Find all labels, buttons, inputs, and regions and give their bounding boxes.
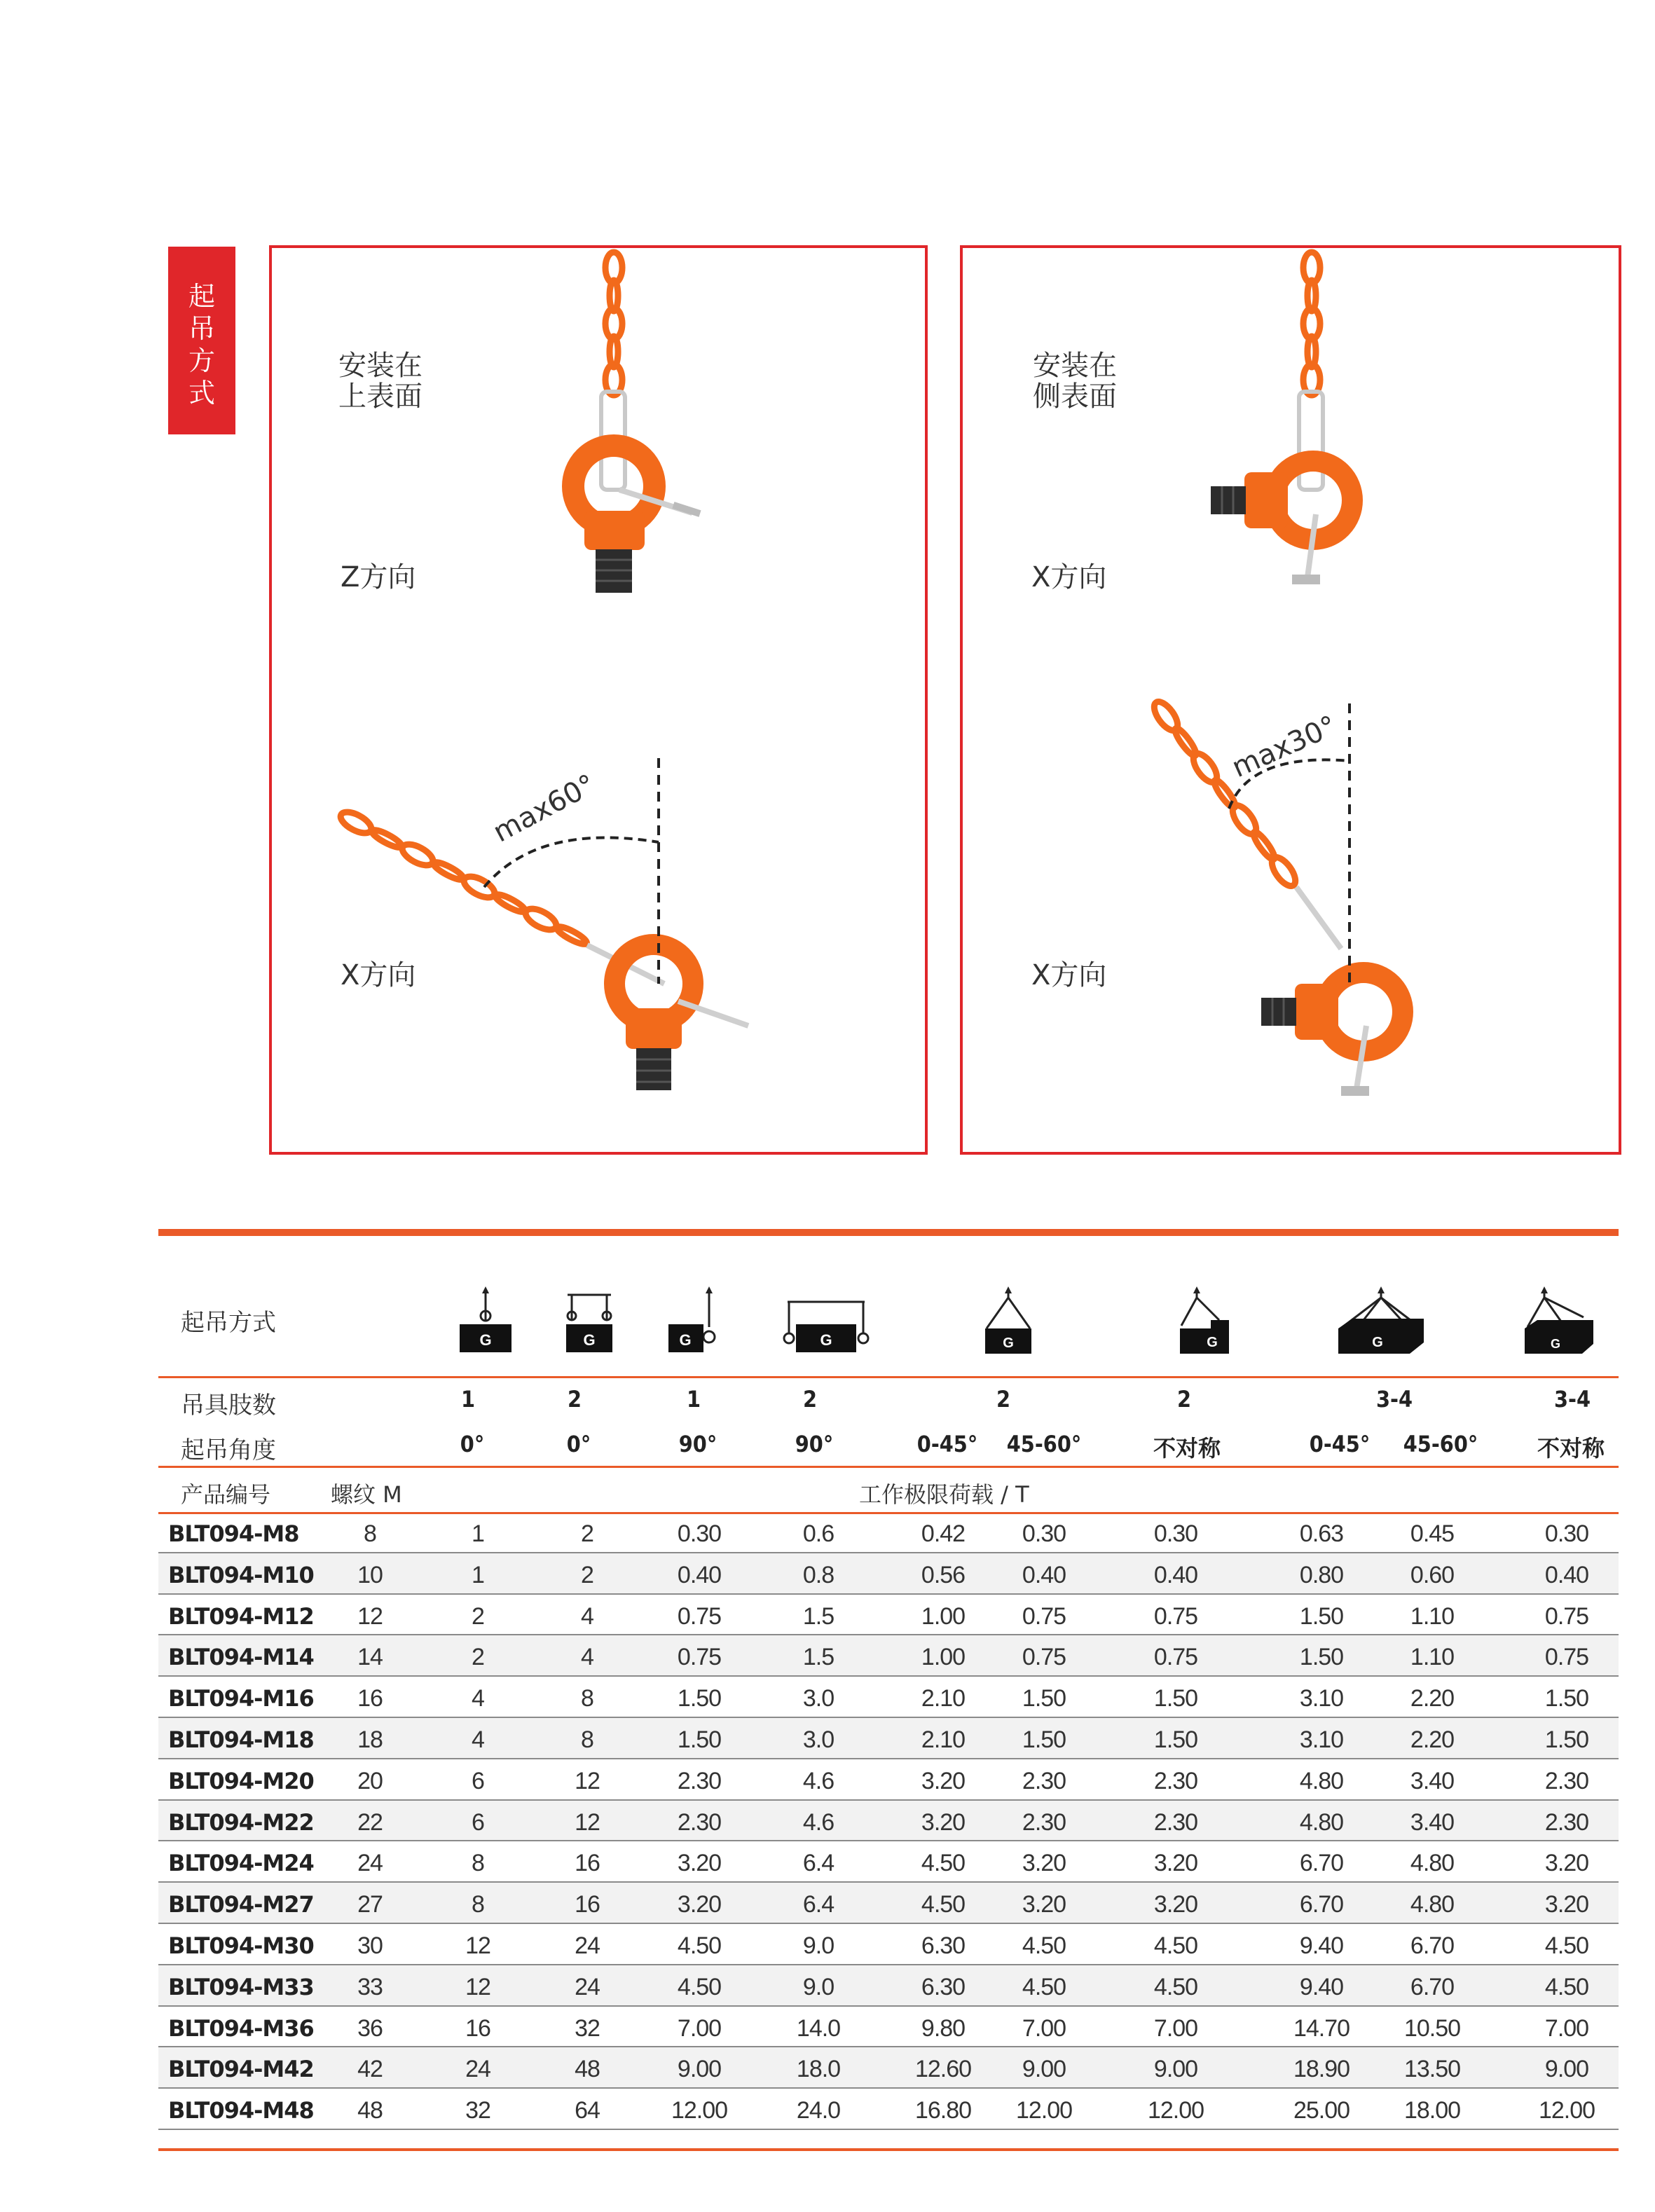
legs-value: 1 xyxy=(686,1386,701,1413)
z-direction-label: Z方向 xyxy=(341,561,416,593)
top-surface-mount-panel xyxy=(269,245,928,1155)
load-cell: 6.70 xyxy=(1410,1973,1455,2000)
table-row xyxy=(158,1512,1619,1553)
load-cell: 32 xyxy=(465,2097,490,2124)
load-cell: 2 xyxy=(472,1602,484,1630)
load-cell: 0.56 xyxy=(921,1561,966,1588)
multi-leg-asymmetric-icon xyxy=(1516,1285,1600,1362)
load-cell: 0.40 xyxy=(1022,1561,1066,1588)
max-angle-label: max60° xyxy=(488,768,601,849)
table-bottom-rule xyxy=(158,2148,1619,2151)
angle-value: 0-45° xyxy=(916,1431,978,1457)
legs-value: 1 xyxy=(460,1386,476,1413)
load-cell: 9.00 xyxy=(677,2056,722,2083)
table-row xyxy=(158,1553,1619,1595)
mount-location-label: 安装在 上表面 xyxy=(338,350,423,413)
svg-text:G: G xyxy=(1003,1335,1014,1351)
thread-cell: 42 xyxy=(357,2056,383,2083)
load-cell: 9.40 xyxy=(1299,1973,1344,2000)
load-cell: 6.4 xyxy=(802,1891,835,1918)
load-cell: 2.30 xyxy=(677,1808,722,1836)
load-cell: 1 xyxy=(472,1520,484,1547)
load-cell: 6 xyxy=(472,1808,484,1836)
product-code-cell: BLT094-M18 xyxy=(168,1726,314,1753)
load-cell: 18.90 xyxy=(1293,2056,1350,2083)
load-cell: 9.80 xyxy=(921,2014,966,2042)
table-row xyxy=(158,1759,1619,1801)
load-cell: 4.80 xyxy=(1299,1767,1344,1794)
load-cell: 2.30 xyxy=(1022,1767,1066,1794)
load-cell: 6.70 xyxy=(1299,1850,1344,1877)
x-direction-label: X方向 xyxy=(341,959,416,991)
angle-value: 0-45° xyxy=(1309,1431,1371,1457)
product-code-cell: BLT094-M22 xyxy=(168,1808,314,1836)
load-cell: 7.00 xyxy=(677,2014,722,2042)
load-cell: 4 xyxy=(472,1685,484,1712)
table-row xyxy=(158,1924,1619,1965)
load-cell: 1.50 xyxy=(1299,1602,1344,1630)
load-cell: 6.70 xyxy=(1299,1891,1344,1918)
load-cell: 1.50 xyxy=(1153,1685,1198,1712)
product-code-cell: BLT094-M36 xyxy=(168,2014,314,2042)
table-body xyxy=(158,1512,1619,2130)
load-cell: 7.00 xyxy=(1544,2014,1589,2042)
table-top-rule xyxy=(158,1229,1619,1236)
load-cell: 18.00 xyxy=(1403,2097,1461,2124)
two-leg-asymmetric-icon xyxy=(1166,1285,1243,1362)
product-code-cell: BLT094-M27 xyxy=(168,1891,314,1918)
load-cell: 12.00 xyxy=(1147,2097,1204,2124)
load-cell: 0.30 xyxy=(1544,1520,1589,1547)
load-cell: 1.00 xyxy=(921,1602,966,1630)
load-cell: 1.10 xyxy=(1410,1644,1455,1671)
single-leg-vertical-icon xyxy=(447,1285,524,1362)
thread-cell: 30 xyxy=(357,1932,383,1959)
load-cell: 9.0 xyxy=(802,1932,835,1959)
load-cell: 0.45 xyxy=(1410,1520,1455,1547)
load-cell: 9.40 xyxy=(1299,1932,1344,1959)
thread-cell: 10 xyxy=(357,1561,383,1588)
load-cell: 32 xyxy=(575,2014,600,2042)
load-cell: 4.50 xyxy=(921,1891,966,1918)
load-cell: 3.20 xyxy=(1153,1850,1198,1877)
load-cell: 0.75 xyxy=(1022,1602,1066,1630)
svg-text:G: G xyxy=(583,1331,596,1349)
load-cell: 0.75 xyxy=(677,1602,722,1630)
svg-text:G: G xyxy=(1372,1335,1383,1350)
code-header: 产品编号 xyxy=(181,1481,271,1508)
load-cell: 3.20 xyxy=(1544,1891,1589,1918)
table-row xyxy=(158,1801,1619,1842)
load-cell: 18.0 xyxy=(796,2056,841,2083)
load-cell: 0.75 xyxy=(677,1644,722,1671)
load-cell: 3.20 xyxy=(921,1767,966,1794)
angle-value: 90° xyxy=(678,1431,717,1457)
product-code-cell: BLT094-M24 xyxy=(168,1850,314,1877)
x-direction-label-bottom: X方向 xyxy=(1031,959,1107,991)
table-row xyxy=(158,1718,1619,1759)
load-cell: 6.70 xyxy=(1410,1932,1455,1959)
load-cell: 0.75 xyxy=(1544,1602,1589,1630)
load-cell: 4.6 xyxy=(802,1767,835,1794)
load-cell: 4.6 xyxy=(802,1808,835,1836)
x-direction-label-top: X方向 xyxy=(1031,561,1107,593)
section-tab xyxy=(168,247,235,434)
load-cell: 7.00 xyxy=(1022,2014,1066,2042)
table-row xyxy=(158,2089,1619,2130)
load-cell: 0.75 xyxy=(1022,1644,1066,1671)
max-angle-label: max30° xyxy=(1227,709,1342,785)
load-cell: 1.50 xyxy=(677,1726,722,1753)
load-cell: 12.00 xyxy=(671,2097,728,2124)
load-cell: 3.40 xyxy=(1410,1808,1455,1836)
load-cell: 24 xyxy=(465,2056,490,2083)
load-cell: 0.75 xyxy=(1153,1644,1198,1671)
svg-text:G: G xyxy=(479,1331,492,1349)
load-cell: 4.80 xyxy=(1410,1891,1455,1918)
svg-text:G: G xyxy=(1207,1335,1218,1350)
column-header-row xyxy=(158,1466,1619,1512)
thread-cell: 48 xyxy=(357,2097,383,2124)
two-leg-vertical-icon xyxy=(551,1285,628,1362)
load-cell: 12.00 xyxy=(1015,2097,1073,2124)
load-cell: 16 xyxy=(575,1850,600,1877)
load-cell: 8 xyxy=(472,1891,484,1918)
load-cell: 16 xyxy=(575,1891,600,1918)
angle-row xyxy=(158,1421,1619,1466)
load-cell: 6 xyxy=(472,1767,484,1794)
load-cell: 9.0 xyxy=(802,1973,835,2000)
product-code-cell: BLT094-M10 xyxy=(168,1561,314,1588)
load-cell: 3.20 xyxy=(1544,1850,1589,1877)
angle-value: 0° xyxy=(566,1431,591,1457)
angle-value: 不对称 xyxy=(1537,1435,1605,1462)
mount-location-label: 安装在 侧表面 xyxy=(1033,350,1117,413)
load-cell: 4.80 xyxy=(1410,1850,1455,1877)
product-code-cell: BLT094-M14 xyxy=(168,1644,314,1671)
load-cell: 16.80 xyxy=(914,2097,972,2124)
thread-cell: 20 xyxy=(357,1767,383,1794)
load-cell: 4.50 xyxy=(1153,1932,1198,1959)
load-cell: 3.20 xyxy=(677,1891,722,1918)
thread-cell: 27 xyxy=(357,1891,383,1918)
load-cell: 0.30 xyxy=(1022,1520,1066,1547)
load-cell: 4.50 xyxy=(1153,1973,1198,2000)
load-cell: 4 xyxy=(581,1602,593,1630)
thread-cell: 8 xyxy=(364,1520,376,1547)
load-cell: 2 xyxy=(581,1561,593,1588)
load-cell: 3.20 xyxy=(921,1808,966,1836)
load-cell: 12 xyxy=(465,1973,490,2000)
load-cell: 3.10 xyxy=(1299,1685,1344,1712)
load-cell: 0.63 xyxy=(1299,1520,1344,1547)
thread-cell: 18 xyxy=(357,1726,383,1753)
table-row xyxy=(158,1595,1619,1636)
load-cell: 1.50 xyxy=(1022,1685,1066,1712)
table-row xyxy=(158,1677,1619,1718)
load-cell: 4.50 xyxy=(1022,1932,1066,1959)
side-surface-mount-panel xyxy=(960,245,1621,1155)
legs-label: 吊具肢数 xyxy=(181,1392,276,1420)
load-cell: 4.50 xyxy=(1022,1973,1066,2000)
load-cell: 14.0 xyxy=(796,2014,841,2042)
load-cell: 0.40 xyxy=(1544,1561,1589,1588)
legs-row xyxy=(158,1376,1619,1421)
table-row xyxy=(158,2047,1619,2089)
load-cell: 0.75 xyxy=(1153,1602,1198,1630)
load-cell: 1.50 xyxy=(1544,1685,1589,1712)
thread-cell: 36 xyxy=(357,2014,383,2042)
load-cell: 1.50 xyxy=(1299,1644,1344,1671)
load-cell: 12.00 xyxy=(1538,2097,1595,2124)
load-cell: 2.30 xyxy=(1022,1808,1066,1836)
load-cell: 1 xyxy=(472,1561,484,1588)
load-cell: 9.00 xyxy=(1544,2056,1589,2083)
table-row xyxy=(158,1965,1619,2007)
load-cell: 2.30 xyxy=(1153,1808,1198,1836)
table-row xyxy=(158,2007,1619,2048)
load-cell: 1.50 xyxy=(1022,1726,1066,1753)
load-cell: 3.20 xyxy=(1022,1850,1066,1877)
thread-cell: 12 xyxy=(357,1602,383,1630)
table-row xyxy=(158,1883,1619,1924)
lift-method-row xyxy=(158,1240,1619,1376)
load-cell: 4 xyxy=(472,1726,484,1753)
thread-cell: 22 xyxy=(357,1808,383,1836)
load-cell: 12 xyxy=(575,1808,600,1836)
load-cell: 6.30 xyxy=(921,1932,966,1959)
load-cell: 2.30 xyxy=(1544,1767,1589,1794)
multi-leg-angled-icon xyxy=(1328,1285,1434,1362)
product-code-cell: BLT094-M20 xyxy=(168,1767,314,1794)
angle-value: 不对称 xyxy=(1153,1435,1221,1462)
load-cell: 24 xyxy=(575,1973,600,2000)
load-cell: 3.20 xyxy=(1022,1891,1066,1918)
load-cell: 3.0 xyxy=(802,1685,835,1712)
load-cell: 0.75 xyxy=(1544,1644,1589,1671)
load-cell: 9.00 xyxy=(1153,2056,1198,2083)
single-leg-side-icon xyxy=(656,1285,733,1362)
load-cell: 8 xyxy=(581,1726,593,1753)
angle-value: 0° xyxy=(460,1431,485,1457)
load-cell: 0.60 xyxy=(1410,1561,1455,1588)
product-code-cell: BLT094-M8 xyxy=(168,1520,299,1547)
load-header: 工作极限荷载 / T xyxy=(859,1481,1029,1508)
load-cell: 2.20 xyxy=(1410,1685,1455,1712)
load-cell: 0.6 xyxy=(802,1520,835,1547)
load-cell: 0.40 xyxy=(677,1561,722,1588)
load-cell: 7.00 xyxy=(1153,2014,1198,2042)
load-cell: 4.50 xyxy=(1544,1932,1589,1959)
load-cell: 4.50 xyxy=(677,1932,722,1959)
table-row xyxy=(158,1635,1619,1677)
legs-value: 3-4 xyxy=(1553,1386,1591,1413)
product-code-cell: BLT094-M33 xyxy=(168,1973,314,2000)
thread-cell: 33 xyxy=(357,1973,383,2000)
load-cell: 10.50 xyxy=(1403,2014,1461,2042)
legs-value: 2 xyxy=(996,1386,1011,1413)
load-cell: 0.8 xyxy=(802,1561,835,1588)
product-code-cell: BLT094-M48 xyxy=(168,2097,314,2124)
two-leg-angled-icon xyxy=(970,1285,1047,1362)
table-row xyxy=(158,1841,1619,1883)
product-code-cell: BLT094-M16 xyxy=(168,1685,314,1712)
svg-text:G: G xyxy=(820,1331,832,1349)
legs-value: 2 xyxy=(802,1386,818,1413)
load-cell: 9.00 xyxy=(1022,2056,1066,2083)
load-cell: 0.30 xyxy=(1153,1520,1198,1547)
load-cell: 2 xyxy=(472,1644,484,1671)
svg-text:G: G xyxy=(679,1331,692,1349)
legs-value: 2 xyxy=(1176,1386,1192,1413)
load-cell: 1.50 xyxy=(1153,1726,1198,1753)
load-cell: 1.00 xyxy=(921,1644,966,1671)
product-code-cell: BLT094-M30 xyxy=(168,1932,314,1959)
load-cell: 0.42 xyxy=(921,1520,966,1547)
load-cell: 24 xyxy=(575,1932,600,1959)
thread-header: 螺纹 M xyxy=(331,1481,402,1508)
svg-text:G: G xyxy=(1550,1337,1561,1351)
load-cell: 2.20 xyxy=(1410,1726,1455,1753)
legs-value: 2 xyxy=(567,1386,582,1413)
load-cell: 1.10 xyxy=(1410,1602,1455,1630)
two-leg-side-icon xyxy=(781,1285,872,1362)
load-cell: 4.50 xyxy=(1544,1973,1589,2000)
product-code-cell: BLT094-M12 xyxy=(168,1602,314,1630)
thread-cell: 14 xyxy=(357,1644,383,1671)
load-cell: 3.0 xyxy=(802,1726,835,1753)
load-cell: 14.70 xyxy=(1293,2014,1350,2042)
load-cell: 8 xyxy=(581,1685,593,1712)
lift-method-label: 起吊方式 xyxy=(181,1309,276,1337)
angle-value: 45-60° xyxy=(1403,1431,1478,1457)
load-cell: 1.50 xyxy=(677,1685,722,1712)
load-cell: 2.10 xyxy=(921,1726,966,1753)
angle-value: 45-60° xyxy=(1006,1431,1082,1457)
load-cell: 3.20 xyxy=(677,1850,722,1877)
thread-cell: 24 xyxy=(357,1850,383,1877)
load-cell: 16 xyxy=(465,2014,490,2042)
product-code-cell: BLT094-M42 xyxy=(168,2056,314,2083)
load-cell: 0.40 xyxy=(1153,1561,1198,1588)
load-cell: 12 xyxy=(465,1932,490,1959)
legs-value: 3-4 xyxy=(1375,1386,1413,1413)
load-cell: 4.50 xyxy=(921,1850,966,1877)
load-cell: 2.30 xyxy=(1544,1808,1589,1836)
load-cell: 0.30 xyxy=(677,1520,722,1547)
load-cell: 24.0 xyxy=(796,2097,841,2124)
load-cell: 48 xyxy=(575,2056,600,2083)
load-table xyxy=(158,1240,1619,2130)
load-cell: 2.30 xyxy=(1153,1767,1198,1794)
load-cell: 3.20 xyxy=(1153,1891,1198,1918)
angle-label: 起吊角度 xyxy=(181,1436,276,1464)
load-cell: 2.10 xyxy=(921,1685,966,1712)
load-cell: 2 xyxy=(581,1520,593,1547)
load-cell: 3.40 xyxy=(1410,1767,1455,1794)
load-cell: 4.80 xyxy=(1299,1808,1344,1836)
load-cell: 1.5 xyxy=(802,1602,835,1630)
load-cell: 1.5 xyxy=(802,1644,835,1671)
section-tab-label: 起吊方式 xyxy=(188,281,215,408)
load-cell: 6.30 xyxy=(921,1973,966,2000)
load-cell: 8 xyxy=(472,1850,484,1877)
load-cell: 64 xyxy=(575,2097,600,2124)
load-cell: 4.50 xyxy=(677,1973,722,2000)
angle-value: 90° xyxy=(795,1431,834,1457)
load-cell: 6.4 xyxy=(802,1850,835,1877)
load-cell: 0.80 xyxy=(1299,1561,1344,1588)
load-cell: 4 xyxy=(581,1644,593,1671)
load-cell: 13.50 xyxy=(1403,2056,1461,2083)
load-cell: 12 xyxy=(575,1767,600,1794)
load-cell: 12.60 xyxy=(914,2056,972,2083)
thread-cell: 16 xyxy=(357,1685,383,1712)
load-cell: 2.30 xyxy=(677,1767,722,1794)
load-cell: 3.10 xyxy=(1299,1726,1344,1753)
load-cell: 1.50 xyxy=(1544,1726,1589,1753)
load-cell: 25.00 xyxy=(1293,2097,1350,2124)
